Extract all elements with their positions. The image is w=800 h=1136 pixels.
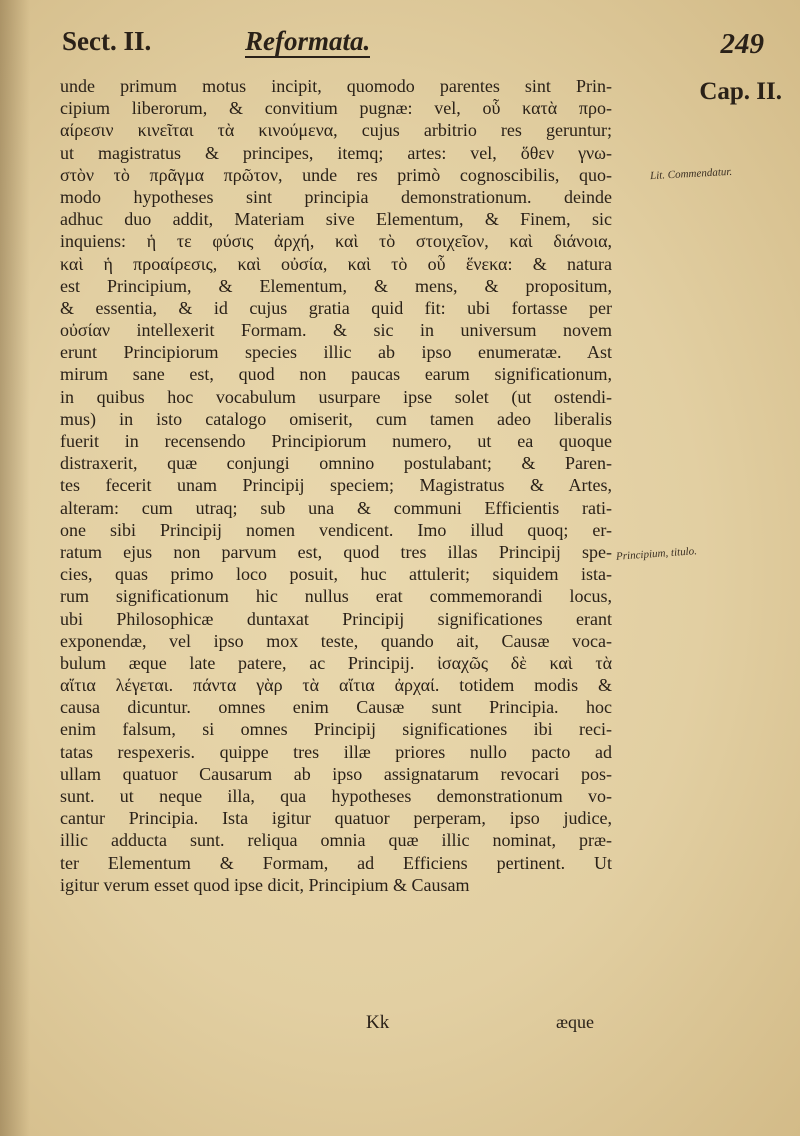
text-line: αἴτια λέγεται. πάντα γὰρ τὰ αἴτια ἀρχαί. totidem modis & [60,675,612,696]
running-title: Reformata. [245,26,371,56]
text-line: distraxerit, quæ conjungi omnino postulabant; & Paren- [60,453,612,474]
text-line: tatas respexeris. quippe tres illæ priores nullo pacto ad [60,741,612,762]
body-text [60,75,612,896]
text-line: ullam quatuor Causarum ab ipso assignatarum revocari pos- [60,763,612,784]
text-line: rum significationum hic nullus erat commemorandi locus, [60,586,612,607]
text-line: tes fecerit unam Principij speciem; Magistratus & Artes, [60,475,612,496]
text-line: καὶ ἡ προαίρεσις, καὶ οὐσία, καὶ τὸ οὗ ἕνεκα: & natura [60,253,612,274]
gutter-shadow [0,0,30,1136]
text-line: unde primum motus incipit, quomodo parentes sint Prin- [60,76,612,96]
text-line: & essentia, & id cujus gratia quid fit: ubi fortasse per [60,297,612,318]
text-line: cantur Principia. Ista igitur quatuor perperam, ipso judice, [60,808,612,829]
text-line: alteram: cum utraq; sub una & communi Efficientis rati- [60,497,612,518]
signature-mark: Kk [366,1012,390,1033]
text-line: in quibus hoc vocabulum usurpare ipse solet (ut ostendi- [60,386,612,407]
text-line: bulum æque late patere, ac Principij. ἰσαχῶς δὲ καὶ τὰ [60,652,612,673]
chapter-heading: Cap. II. [699,78,782,105]
text-line: ut magistratus & principes, itemq; artes: vel, ὅθεν γνω- [60,142,612,163]
text-line: one sibi Principij nomen vendicent. Imo illud quoq; er- [60,519,612,540]
text-line: illic adducta sunt. reliqua omnia quæ illic nominat, præ- [60,830,612,851]
text-line: mirum sane est, quod non paucas earum significationum, [60,364,612,385]
text-line: οὐσίαν intellexerit Formam. & sic in universum novem [60,320,612,341]
text-line: sunt. ut neque illa, qua hypotheses demonstrationum vo- [60,786,612,806]
text-line: ubi Philosophicæ duntaxat Principij significationes erant [60,608,612,629]
margin-annotation: Principium, titulo. [615,545,698,563]
text-line: ter Elementum & Formam, ad Efficiens pertinent. Ut [60,852,612,873]
text-line: enim falsum, si omnes Principij significationes ibi reci- [60,719,612,740]
text-line: στὸν τὸ πρᾶγμα πρῶτον, unde res primò cognoscibilis, quo- [60,164,612,185]
catchword: æque [556,1012,594,1032]
text-line: fuerit in recensendo Principiorum numero, ut ea quoque [60,431,612,451]
margin-annotation: Lit. Commendatur. [649,165,733,183]
text-line: erunt Principiorum species illic ab ipso enumeratæ. Ast [60,342,612,363]
text-line: exponendæ, vel ipso mox teste, quando ait, Causæ voca- [60,630,612,651]
text-line: igitur verum esset quod ipse dicit, Principium & Causam [60,874,470,895]
text-line: mus) in isto catalogo omiserit, cum tamen adeo liberalis [60,408,612,429]
text-line: cipium liberorum, & convitium pugnæ: vel, οὗ κατὰ προ- [60,98,612,119]
section-heading: Sect. II. [62,26,152,56]
text-line: inquiens: ἡ τε φύσις ἀρχή, καὶ τὸ στοιχεῖον, καὶ διάνοια, [60,231,612,252]
text-line: causa dicuntur. omnes enim Causæ sunt Principia. hoc [60,697,612,718]
text-line: αίρεσιν κινεῖται τὰ κινούμενα, cujus arbitrio res geruntur; [60,120,612,141]
text-line: ratum ejus non parvum est, quod tres illas Principij spe- [60,541,612,562]
page-number: 249 [720,28,764,60]
text-line: est Principium, & Elementum, & mens, & propositum, [60,275,612,296]
text-line: adhuc duo addit, Materiam sive Elementum, & Finem, sic [60,209,612,230]
text-line: modo hypotheses sint principia demonstrationum. deinde [60,186,612,207]
page-header [62,26,700,66]
text-line: cies, quas primo loco posuit, huc attulerit; siquidem ista- [60,564,612,585]
